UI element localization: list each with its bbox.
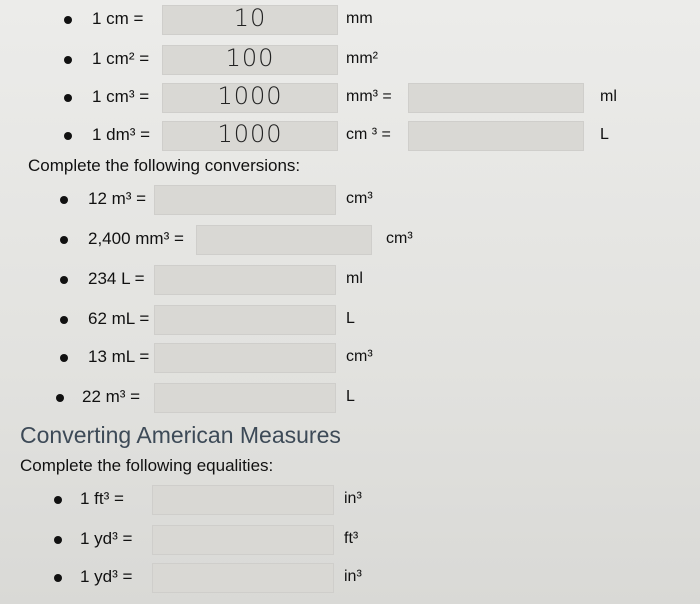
- answer-box[interactable]: [154, 265, 336, 295]
- row-unit: cm³: [346, 348, 373, 365]
- row-unit: cm³: [346, 190, 373, 207]
- conversion-row: [0, 262, 700, 298]
- bullet: [64, 132, 72, 140]
- bullet: [54, 496, 62, 504]
- row-unit: L: [346, 310, 355, 327]
- bullet: [60, 236, 68, 244]
- equalities-heading: Complete the following equalities:: [20, 456, 274, 475]
- row-prompt: 1 cm³ =: [92, 87, 150, 106]
- row-unit: in³: [344, 568, 362, 585]
- row-unit: in³: [344, 490, 362, 507]
- conversion-row: [0, 302, 700, 338]
- row-prompt: 1 yd³ =: [80, 567, 133, 586]
- handwritten-answer: 100: [225, 44, 275, 72]
- handwritten-answer: 10: [233, 4, 267, 32]
- answer-box[interactable]: [152, 485, 334, 515]
- conversions-heading: Complete the following conversions:: [28, 156, 301, 175]
- row-unit: ft³: [344, 530, 359, 547]
- answer-box[interactable]: [154, 185, 336, 215]
- bullet: [54, 574, 62, 582]
- row-prompt: 1 ft³ =: [80, 489, 124, 508]
- answer-box[interactable]: [152, 563, 334, 593]
- bullet: [60, 316, 68, 324]
- answer-box-secondary[interactable]: [408, 121, 584, 151]
- answer-box[interactable]: [162, 5, 338, 35]
- row-prompt: 1 cm² =: [92, 49, 150, 68]
- answer-box[interactable]: [152, 525, 334, 555]
- equality-row: [0, 560, 700, 596]
- row-prompt: 1 yd³ =: [80, 529, 133, 548]
- bullet: [60, 196, 68, 204]
- handwritten-answer: 1000: [217, 82, 283, 110]
- conversion-row: [0, 380, 700, 416]
- conversion-row: [0, 222, 700, 258]
- equality-row: [0, 522, 700, 558]
- answer-box[interactable]: [154, 305, 336, 335]
- handwritten-answer: 1000: [217, 120, 283, 148]
- bullet: [60, 276, 68, 284]
- conversion-row-cm3: [0, 80, 700, 116]
- row-prompt: 12 m³ =: [88, 189, 147, 208]
- row-prompt: 13 mL =: [88, 347, 150, 366]
- row-extra-unit: ml: [600, 88, 617, 105]
- bullet: [60, 354, 68, 362]
- answer-box[interactable]: [162, 121, 338, 151]
- conversion-row: [0, 340, 700, 376]
- row-unit: ml: [346, 270, 363, 287]
- bullet: [64, 56, 72, 64]
- bullet: [56, 394, 64, 402]
- row-prompt: 2,400 mm³ =: [88, 229, 184, 248]
- row-prompt: 22 m³ =: [82, 387, 141, 406]
- answer-box[interactable]: [154, 383, 336, 413]
- american-measures-heading: Converting American Measures: [20, 422, 341, 448]
- conversion-row: [0, 182, 700, 218]
- row-unit: cm³: [386, 230, 413, 247]
- answer-box[interactable]: [196, 225, 372, 255]
- row-prompt: 62 mL =: [88, 309, 150, 328]
- conversion-row-cm2: [0, 42, 700, 78]
- row-unit: mm²: [346, 50, 378, 67]
- bullet: [64, 16, 72, 24]
- answer-box[interactable]: [162, 45, 338, 75]
- row-prompt: 1 dm³ =: [92, 125, 151, 144]
- bullet: [54, 536, 62, 544]
- row-unit: mm³ =: [346, 88, 392, 105]
- equality-row: [0, 482, 700, 518]
- answer-box[interactable]: [154, 343, 336, 373]
- conversion-row-dm3: [0, 118, 700, 154]
- row-unit: L: [346, 388, 355, 405]
- conversion-row-cm: [0, 2, 700, 38]
- bullet: [64, 94, 72, 102]
- row-prompt: 1 cm =: [92, 9, 144, 28]
- row-prompt: 234 L =: [88, 269, 145, 288]
- row-unit: cm ³ =: [346, 126, 391, 143]
- answer-box[interactable]: [162, 83, 338, 113]
- answer-box-secondary[interactable]: [408, 83, 584, 113]
- row-extra-unit: L: [600, 126, 609, 143]
- row-unit: mm: [346, 10, 373, 27]
